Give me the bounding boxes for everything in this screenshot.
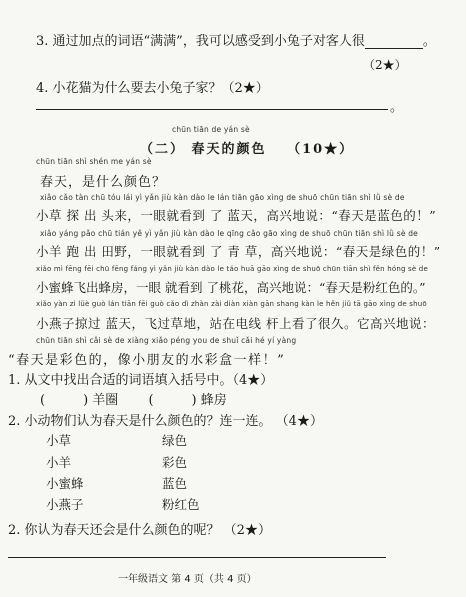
answer-line[interactable] xyxy=(36,109,388,110)
story-line-3: 小羊 跑 出 田野，一眼就看到 了 青 草，高兴地说：“春天是绿色的！” xyxy=(36,244,441,259)
story-line-1: 春天，是什么颜色？ xyxy=(40,175,167,190)
story-line-4-pinyin: xiǎo mì fēng fēi chū fēng fáng yì yǎn jiù kàn dào le táo huā gāo xìng de shuō chūn tiān shì fěn hóng sè de xyxy=(36,265,428,273)
story-line-5-pinyin: xiǎo yàn zi lüè guò lán tiān fēi guò cǎo dì zhàn zài diàn xiàn gān shang kàn le hěn jiǔ tā gāo xìng de shuō xyxy=(36,300,427,308)
paren-close-2: ) xyxy=(191,393,197,408)
color-3[interactable]: 蓝色 xyxy=(162,476,188,491)
section-title xyxy=(140,138,354,157)
animal-1[interactable]: 小草 xyxy=(46,433,72,448)
paren-open-1: ( xyxy=(40,393,46,408)
qa-item-1: 羊圈 xyxy=(92,393,119,408)
story-line-2-pinyin: xiǎo cǎo tàn chū tóu lái yì yǎn jiù kàn dào le lán tiān gāo xìng de shuō chūn tiān shì lǜ sè de xyxy=(40,193,405,202)
color-1[interactable]: 绿色 xyxy=(162,433,188,448)
section-score: （10★） xyxy=(287,142,355,157)
qa-question-2: 2. 小动物们认为春天是什么颜色的？连一连。 （4★） xyxy=(8,414,323,429)
qa-question-1-answers xyxy=(40,389,227,408)
paren-close-1: ) xyxy=(83,393,89,408)
color-2[interactable]: 彩色 xyxy=(162,455,188,470)
animal-3[interactable]: 小蜜蜂 xyxy=(46,476,84,491)
color-4[interactable]: 粉红色 xyxy=(162,497,200,512)
section-title-pinyin: chūn tiān de yán sè xyxy=(172,125,250,134)
animal-2[interactable]: 小羊 xyxy=(46,455,72,470)
story-line-3-pinyin: xiǎo yáng pǎo chū tián yě yì yǎn jiù kàn dào le qīng cǎo gāo xìng de shuō chūn tiān shì lǜ sè de xyxy=(40,229,418,238)
question-4: 4. 小花猫为什么要去小兔子家？（2★） xyxy=(36,81,269,96)
qa-item-2: 蜂房 xyxy=(200,393,227,408)
story-line-6-pinyin: chūn tiān shì cǎi sè de xiàng xiǎo péng you de shuǐ cǎi hé yí yàng xyxy=(36,336,297,345)
qa-question-3: 2. 你认为春天还会是什么颜色的呢？ （2★） xyxy=(8,523,271,538)
answer-blank[interactable] xyxy=(365,48,423,49)
paren-open-2: ( xyxy=(148,393,154,408)
question-4-end: 。 xyxy=(390,100,404,115)
story-line-6: “春天是彩色的，像小朋友的水彩盒一样！” xyxy=(8,353,286,368)
section-title-text: （二） 春天的颜色 xyxy=(140,142,267,157)
story-line-4: 小蜜蜂飞出蜂房，一眼 就看到 了桃花，高兴地说：“春天是粉红色的。” xyxy=(36,280,426,295)
question-3-text: 3. 通过加点的词语“满满”，我可以感受到小兔子对客人很 xyxy=(36,34,365,49)
story-line-1-pinyin: chūn tiān shì shén me yán sè xyxy=(36,157,152,166)
qa-question-1: 1. 从文中找出合适的词语填入括号中。（4★） xyxy=(8,373,274,388)
question-3 xyxy=(36,30,436,49)
question-3-end: 。 xyxy=(422,34,436,49)
story-line-5: 小燕子掠过 蓝天，飞过草地，站在电线 杆上看了很久。它高兴地说： xyxy=(36,316,435,331)
question-3-score: （2★） xyxy=(363,58,407,72)
answer-line[interactable] xyxy=(8,557,386,558)
animal-4[interactable]: 小燕子 xyxy=(46,497,84,512)
page-footer: 一年级语文 第 4 页（共 4 页） xyxy=(118,574,257,585)
story-line-2: 小草 探 出 头来，一眼就看到 了 蓝天，高兴地说：“春天是蓝色的！” xyxy=(36,208,437,223)
